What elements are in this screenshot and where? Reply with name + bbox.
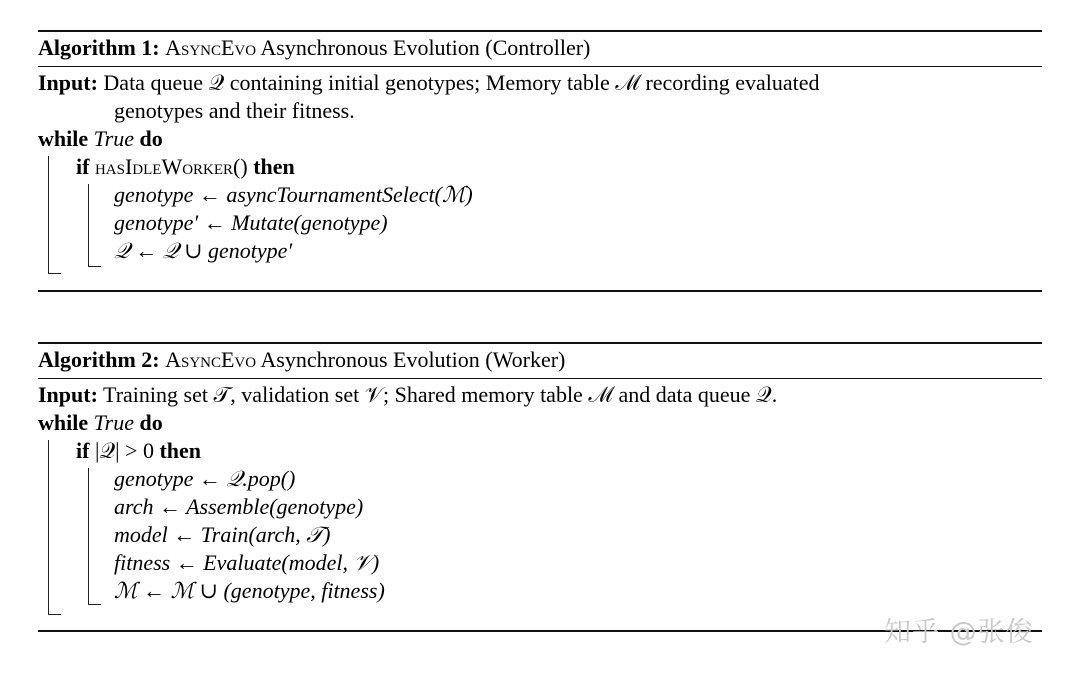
- algorithm-1-header: [38, 34, 590, 62]
- algorithm-2-name: AsyncEvo: [165, 347, 257, 372]
- input-label: Input:: [38, 382, 98, 407]
- do-keyword: do: [139, 126, 163, 151]
- while-condition: True: [93, 410, 134, 435]
- if-condition: |𝒬| > 0: [94, 438, 154, 463]
- algorithm-1-if-line: [76, 153, 295, 181]
- if-condition: hasIdleWorker(): [94, 154, 248, 179]
- while-keyword: while: [38, 410, 89, 435]
- input-label: Input:: [38, 70, 98, 95]
- algorithm-2-if-line: [76, 437, 201, 465]
- input-text: Data queue 𝒬 containing initial genotypes; Memory table ℳ recording evaluated: [103, 70, 820, 95]
- if-keyword: if: [76, 438, 90, 463]
- step-line: model ← Train(arch, 𝒯): [114, 522, 331, 547]
- algorithm-1-name: AsyncEvo: [165, 35, 257, 60]
- step-line: arch ← Assemble(genotype): [114, 494, 364, 519]
- algorithm-2-title: Asynchronous Evolution (Worker): [260, 347, 566, 372]
- algorithm-1-input-continuation: [114, 97, 355, 125]
- algorithm-2-input-line: [38, 381, 777, 409]
- algorithm-1-title: Asynchronous Evolution (Controller): [260, 35, 591, 60]
- step-line: genotype′ ← Mutate(genotype): [114, 210, 388, 235]
- step-line: 𝒬 ← 𝒬 ∪ genotype′: [114, 238, 293, 263]
- step-line: ℳ ← ℳ ∪ (genotype, fitness): [114, 578, 385, 603]
- algorithm-2-box: [38, 342, 1042, 632]
- header-rule: [38, 66, 1042, 67]
- while-condition: True: [93, 126, 134, 151]
- if-block-bracket: [88, 468, 101, 605]
- while-block-bracket: [48, 440, 61, 615]
- while-keyword: while: [38, 126, 89, 151]
- header-rule: [38, 378, 1042, 379]
- algorithm-2-header: [38, 346, 565, 374]
- then-keyword: then: [253, 154, 295, 179]
- step-line: fitness ← Evaluate(model, 𝒱): [114, 550, 380, 575]
- algorithm-1-input-line: [38, 69, 820, 97]
- while-block-bracket: [48, 156, 61, 274]
- input-text: Training set 𝒯, validation set 𝒱; Shared memory table ℳ and data queue 𝒬.: [103, 382, 778, 407]
- input-text-continued: genotypes and their fitness.: [114, 98, 355, 123]
- then-keyword: then: [159, 438, 202, 463]
- step-line: genotype ← 𝒬.pop(): [114, 466, 296, 491]
- watermark: 知乎 @张俊: [884, 617, 1034, 648]
- algorithm-1-box: [38, 30, 1042, 292]
- algorithm-2-label: Algorithm 2:: [38, 347, 160, 372]
- top-rule: [38, 342, 1042, 344]
- if-keyword: if: [76, 154, 90, 179]
- bottom-rule: [38, 290, 1042, 292]
- algorithm-1-while-line: [38, 125, 163, 153]
- if-block-bracket: [88, 184, 101, 267]
- algorithm-2-while-line: [38, 409, 163, 437]
- top-rule: [38, 30, 1042, 32]
- step-line: genotype ← asyncTournamentSelect(ℳ): [114, 182, 473, 207]
- algorithm-1-label: Algorithm 1:: [38, 35, 160, 60]
- do-keyword: do: [139, 410, 163, 435]
